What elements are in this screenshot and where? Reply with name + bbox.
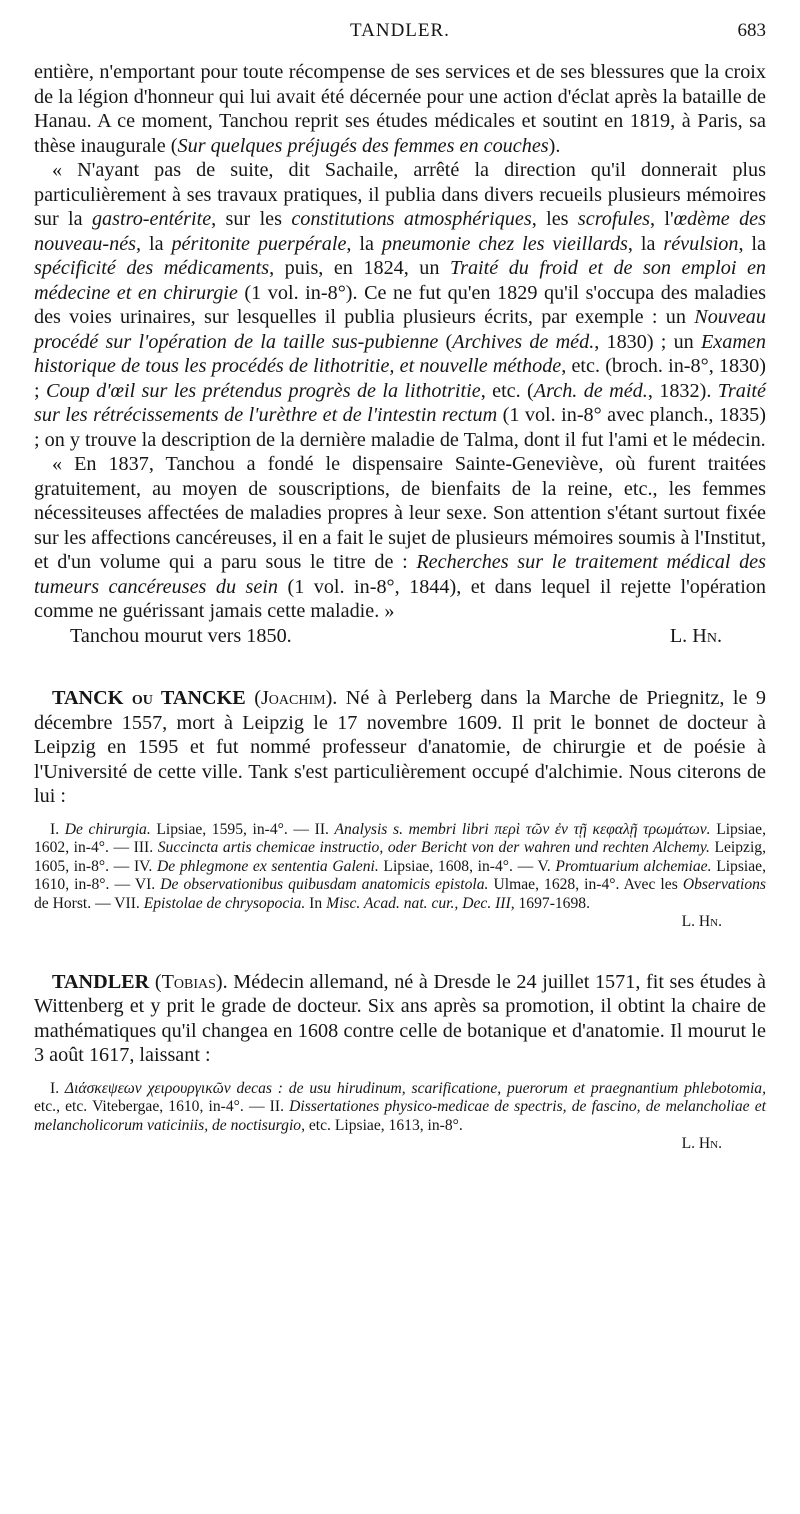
text-run: , les xyxy=(531,208,578,230)
tanchou-paragraph-1 xyxy=(34,60,766,158)
text-run: « N'ayant pas de suite, dit Sachaile, arrêté la direction qu'il donnerait plus particulièrement à ses travaux pratiques, il publia dans divers recueils plusieurs mémoires sur la xyxy=(34,159,766,230)
italic-run: Examen historique de tous les procédés de lithotritie, et nouvelle méthode xyxy=(34,330,766,377)
tanchou-paragraph-2 xyxy=(34,158,766,452)
tanchou-p1-title: Sur quelques préjugés des femmes en couches xyxy=(177,134,549,157)
text-run: etc. Lipsiae, 1613, in-8°. xyxy=(304,1116,463,1134)
text-run: « En 1837, Tanchou a fondé le dispensaire Sainte-Geneviève, où furent traitées gratuitement, au moyen de souscriptions, de bienfaits de la reine, etc., les femmes nécessiteuses affectées de maladies propres à leur sexe. Son attention s'étant surtout fixée sur les affections cancéreuses, il en a fait le sujet de plusieurs mémoires soumis à l'Institut, et d'un volume qui a paru sous le titre de : xyxy=(34,453,766,573)
italic-run: constitutions atmosphériques xyxy=(291,208,532,230)
page-body xyxy=(34,60,766,1154)
tandler-signature: L. Hn. xyxy=(681,1135,722,1152)
italic-run: Traité du froid et de son emploi en médecine et en chirurgie xyxy=(34,257,767,304)
text-run: de Horst. — VII. xyxy=(34,894,144,912)
tanck-bibliography xyxy=(34,821,766,914)
text-run: , 1830) ; un xyxy=(594,330,701,353)
tanck-text: Né à Perleberg dans la Marche de Priegnitz, le 9 décembre 1557, mort à Leipzig le 17 novembre 1609. Il prit le bonnet de docteur à Leipzig en 1595 et fut nommé professeur d'anatomie, de chirurgie et de poésie à l'Université de cette ville. Tank s'est particulièrement occupé d'alchimie. Nous citerons de lui : xyxy=(34,687,767,807)
text-run: , la xyxy=(136,232,172,255)
italic-run: scrofules xyxy=(577,208,651,230)
italic-run: De observationibus quibusdam anatomicis epistola. xyxy=(160,876,489,893)
text-run: I. xyxy=(50,1079,65,1097)
text-run: , 1832). xyxy=(647,379,718,402)
text-run: 1697-1698. xyxy=(514,894,590,912)
tandler-headword: TANDLER xyxy=(52,970,150,993)
tanchou-death-line: Tanchou mourut vers 1850. xyxy=(70,624,292,647)
tandler-text: Médecin allemand, né à Dresde le 24 juillet 1571, fit ses études à Wittenberg et y prit le grade de docteur. Six ans après sa promotion, il obtint la chaire de mathématiques qu'il changea en 1608 contre celle de botanique et d'anatomie. Il mourut le 3 août 1617, laissant : xyxy=(34,970,766,1066)
italic-run: Nouveau procédé sur l'opération de la taille sus-pubienne xyxy=(34,306,766,353)
italic-run: Arch. de méd. xyxy=(533,379,648,402)
tanck-signature: L. Hn. xyxy=(681,913,722,930)
italic-run: Promtuarium alchemiae. xyxy=(555,857,712,875)
text-run: In xyxy=(305,894,327,912)
italic-run: Succincta artis chemicae instructio, oder Bericht von der wahren und rechten Alchemy. xyxy=(157,839,710,856)
tanck-entry xyxy=(34,686,766,809)
text-run: (1 vol. in-8°). Ce ne fut qu'en 1829 qu'il s'occupa des maladies des voies urinaires, sur lesquelles il publia plusieurs écrits, par exemple : un xyxy=(34,281,766,328)
tanchou-paragraph-3 xyxy=(34,452,766,624)
italic-run: Observations xyxy=(682,876,766,893)
text-run: etc., etc. Vitebergae, 1610, in-4°. — II. xyxy=(34,1098,290,1115)
italic-run: péritonite puerpérale xyxy=(171,232,347,255)
italic-run: Epistolae de chrysopocia. xyxy=(143,894,306,912)
italic-run: révulsion xyxy=(663,232,739,255)
italic-run: gastro-entérite xyxy=(91,208,212,230)
text-run: , la xyxy=(627,232,664,255)
text-run: , sur les xyxy=(211,208,292,230)
text-run: (1 vol. in-8° avec planch., 1835) ; on y trouve la description de la dernière maladie de Talma, dont il fut l'ami et le médecin. xyxy=(34,404,766,451)
text-run: ( xyxy=(438,330,453,353)
text-run: , puis, en 1824, un xyxy=(269,257,450,279)
text-run: Lipsiae, 1602, in-4°. — III. xyxy=(34,820,766,856)
tanck-forename: (Joachim). xyxy=(254,687,338,709)
italic-run: Archives de méd. xyxy=(452,330,595,353)
tanchou-closing xyxy=(34,624,766,649)
text-run: , la xyxy=(346,232,382,255)
text-run: Leipzig, 1605, in-8°. — IV. xyxy=(34,839,766,875)
italic-run: Traité sur les rétrécissements de l'urèthre et de l'intestin rectum xyxy=(34,379,766,426)
italic-run: Dissertationes physico-medicae de spectris, de fascino, de melancholiae et melancholicorum vaticiniis, de noctisurgio, xyxy=(34,1098,766,1134)
italic-run: pneumonie chez les vieillards xyxy=(381,232,628,255)
text-run: (1 vol. in-8°, 1844), et dans lequel il rejette l'opération comme ne guérissant jamais cette maladie. » xyxy=(34,575,766,622)
text-run: , etc. ( xyxy=(480,379,534,402)
tandler-entry xyxy=(34,970,766,1068)
text-run: , l' xyxy=(650,208,674,230)
tanchou-signature: L. Hn. xyxy=(669,624,722,647)
page-header xyxy=(34,20,766,60)
tanck-headword: TANCK ou TANCKE xyxy=(52,687,246,709)
italic-run: Misc. Acad. nat. cur., Dec. III, xyxy=(326,894,515,912)
text-run: , la xyxy=(738,232,766,255)
italic-run: spécificité des médicaments xyxy=(34,257,270,279)
italic-run: œdème des nouveau-nés xyxy=(34,208,766,255)
page-number: 683 xyxy=(737,20,766,41)
tanchou-p1-end: ). xyxy=(548,134,561,157)
tandler-forename: (Tobias). xyxy=(154,970,228,993)
italic-run: De phlegmone ex sententia Galeni. xyxy=(156,857,379,875)
text-run: Lipsiae, 1610, in-8°. — VI. xyxy=(34,857,766,893)
text-run: , etc. (broch. in-8°, 1830) ; xyxy=(34,355,766,402)
text-run: Lipsiae, 1595, in-4°. — II. xyxy=(150,820,335,838)
tandler-bibliography xyxy=(34,1080,766,1136)
italic-run: Analysis s. membri libri περὶ τῶν ἐν τῇ κεφαλῇ τρωμάτων. xyxy=(334,820,711,838)
text-run: Lipsiae, 1608, in-4°. — V. xyxy=(378,857,556,875)
text-run: Ulmae, 1628, in-4°. Avec les xyxy=(488,876,683,893)
italic-run: Διάσκεψεων χειρουργικῶν decas : de usu hirudinum, scarificatione, puerorum et praegnantium phlebotomia, xyxy=(64,1079,766,1097)
italic-run: Recherches sur le traitement médical des tumeurs cancéreuses du sein xyxy=(34,551,766,598)
text-run: I. xyxy=(50,820,65,838)
running-title: TANDLER. xyxy=(350,20,450,41)
tanchou-p1-text: entière, n'emportant pour toute récompense de ses services et de ses blessures que la croix de la légion d'honneur qui lui avait été décernée pour une action d'éclat après la bataille de Hanau. A ce moment, Tanchou reprit ses études médicales et soutint en 1819, à Paris, sa thèse inaugurale ( xyxy=(34,61,766,157)
italic-run: De chirurgia. xyxy=(64,820,151,838)
italic-run: Coup d'œil sur les prétendus progrès de la lithotritie xyxy=(45,379,481,402)
